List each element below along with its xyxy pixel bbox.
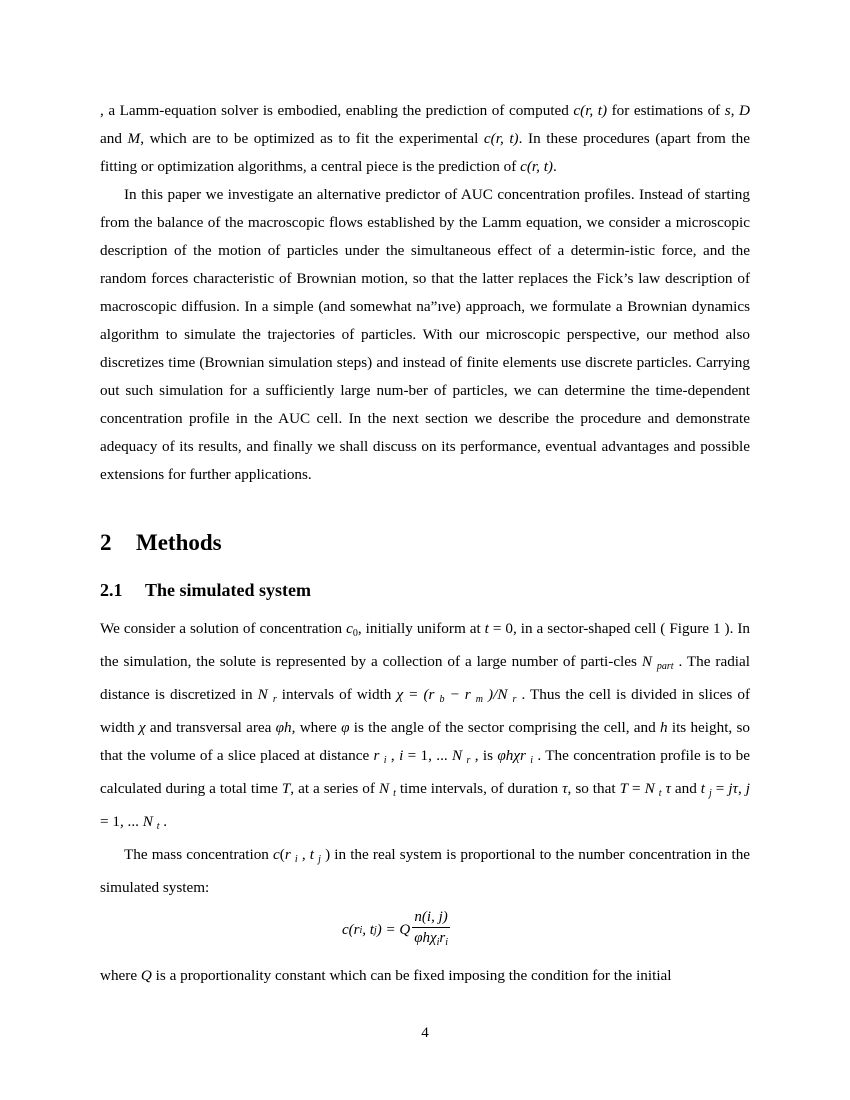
math-t-j: t (700, 780, 706, 797)
equation-numerator: n(i, j) (412, 908, 449, 928)
text-run: is the angle of the sector comprising the cell, and (349, 719, 660, 736)
math-phi: φ (341, 719, 350, 736)
math-n-part: N (641, 653, 652, 670)
subscript: r (466, 755, 471, 766)
text-run: and (100, 130, 128, 147)
subscript: t (156, 821, 160, 832)
subscript: j (318, 854, 321, 865)
math-volume: φhχr (497, 747, 526, 764)
math-c-r-t: c(r, t) (520, 158, 553, 175)
section-title: Methods (136, 530, 222, 555)
math-chi-expression: χ = (r (396, 686, 435, 703)
section-heading (100, 527, 750, 559)
subscript: r (272, 694, 277, 705)
text-run: and transversal area (145, 719, 276, 736)
text-run: its height, so that the volume of a slice placed at distance (100, 719, 750, 764)
math-r-i: r (373, 747, 380, 764)
subscript: i (436, 937, 440, 948)
math-c-r-t: c(r, t) (573, 102, 608, 119)
math-n-t: N (142, 813, 153, 830)
math-m: M (127, 130, 141, 147)
math-minus-r: − r (444, 686, 471, 703)
math-chi: χ (138, 719, 146, 736)
text-run: , initially uniform at (357, 620, 485, 637)
subsection-title: The simulated system (145, 580, 311, 600)
subscript: b (439, 694, 445, 705)
math-q: Q (140, 967, 152, 984)
text-run: , which are to be optimized as to fit the experimental (140, 130, 484, 147)
mass-paragraph (100, 841, 750, 902)
text-run: , at a series of (290, 780, 379, 797)
math-t-total: T (619, 780, 629, 797)
text-run: ( (279, 846, 285, 863)
subsection-number: 2.1 (100, 580, 123, 600)
denominator-text: r (439, 930, 446, 946)
text-run: , a Lamm-equation solver is embodied, enabling the prediction of computed (100, 102, 574, 119)
math-s: s (724, 102, 731, 119)
text-run: . The concentration profile is to be calculated during a total time (100, 747, 751, 797)
subscript: i (294, 854, 298, 865)
text-run: , (386, 747, 400, 764)
system-paragraph (100, 615, 750, 841)
text-run: . Thus the cell is divided in slices of width (100, 686, 751, 736)
text-run: and (670, 780, 701, 797)
equation-lhs: , t (362, 921, 374, 938)
math-n-r: N (257, 686, 268, 703)
math-c-r-t: c(r, t) (483, 130, 519, 147)
equation (100, 902, 750, 962)
subscript: 0 (352, 628, 358, 639)
math-t-total: T (281, 780, 291, 797)
intro-paragraph-1 (100, 97, 750, 181)
math-c0: c (346, 620, 353, 637)
text-run: . (552, 158, 557, 175)
subscript: i (530, 755, 534, 766)
math-c: c (273, 846, 280, 863)
text-run: , (297, 846, 310, 863)
text-run: . The radial distance is discretized in (100, 653, 750, 703)
math-j-tau: jτ (728, 780, 738, 797)
text-run: We consider a solution of concentration (100, 620, 347, 637)
math-d: D (739, 102, 750, 119)
math-h: h (659, 719, 668, 736)
equation-lhs: ) = Q (376, 921, 411, 938)
math-tau: τ (661, 780, 671, 797)
text-run: , so that (567, 780, 620, 797)
subscript: t (658, 788, 662, 799)
text-run: time intervals, of duration (395, 780, 563, 797)
text-run: = (711, 780, 729, 797)
math-over-n-r: )/N (483, 686, 508, 703)
text-run: ) in the real system is proportional to the number concentration in the simulated system: (100, 846, 751, 896)
math-n-t: N (644, 780, 655, 797)
math-t: t (484, 620, 489, 637)
denominator-text: φhχ (414, 930, 437, 946)
subscript: j (373, 924, 377, 936)
subscript: j (709, 788, 712, 799)
math-j: j (745, 780, 750, 797)
equation-denominator (412, 928, 450, 952)
text-run: = 0, in a sector-shaped cell ( Figure 1 ). In the simulation, the solute is represented by a collection of a large number of parti-cles (100, 620, 750, 670)
text-run: , where (291, 719, 342, 736)
text-run: for estimations of (607, 102, 725, 119)
math-phi-h: φh (275, 719, 292, 736)
subscript: r (512, 694, 517, 705)
subscript: i (359, 924, 363, 936)
equation-lhs: c(r (342, 921, 360, 938)
math-n-t: N (378, 780, 390, 797)
subscript: m (475, 694, 483, 705)
text-run: = 1, ... (403, 747, 453, 764)
section-number: 2 (100, 530, 112, 555)
text-run: = (628, 780, 645, 797)
math-i: i (399, 747, 404, 764)
math-n-r: N (452, 747, 463, 764)
text-run: , (730, 102, 740, 119)
subscript: t (393, 788, 396, 799)
subscript: i (445, 937, 448, 948)
text-run: intervals of width (276, 686, 397, 703)
intro-paragraph-2: In this paper we investigate an alternative predictor of AUC concentration profiles. Instead of starting from the balance of the macroscopic flows established by the Lamm equation, we consider a microscopic description of the motion of particles under the simultaneous effect of a determin-istic force, and the random forces characteristic of Brownian motion, so that the latter replaces the Fick’s law description of macroscopic diffusion. In a simple (and somewhat na”ıve) approach, we formulate a Brownian dynamics algorithm to simulate the trajectories of particles. With our microscopic perspective, our method also discretizes time (Brownian simulation steps) and instead of finite elements use discrete particles. Carrying out such simulation for a sufficiently large num-ber of particles, we can determine the time-dependent concentration profile in the AUC cell. In the next section we describe the procedure and demonstrate adequacy of its results, and finally we shall discuss on its performance, eventual advantages and possible extensions for further applications. (100, 186, 750, 483)
text-run: , (737, 780, 746, 797)
math-tau: τ (562, 780, 568, 797)
text-run: = 1, ... (100, 813, 143, 830)
text-run: The mass concentration (124, 846, 274, 863)
closing-paragraph (100, 962, 750, 990)
subsection-heading (100, 577, 750, 603)
math-r: r (284, 846, 291, 863)
subscript: i (383, 755, 387, 766)
text-run: , is (470, 747, 498, 764)
page-content (100, 97, 750, 990)
math-t: t (309, 846, 315, 863)
text-run: . (159, 813, 168, 830)
subscript: part (656, 661, 674, 672)
equation-fraction (412, 908, 450, 952)
text-run: where (100, 967, 141, 984)
text-run: is a proportionality constant which can be fixed imposing the condition for the initial (151, 967, 672, 984)
text-run: . In these procedures (apart from the fitting or optimization algorithms, a central piece is the prediction of (100, 130, 750, 175)
page-number: 4 (421, 1025, 429, 1041)
